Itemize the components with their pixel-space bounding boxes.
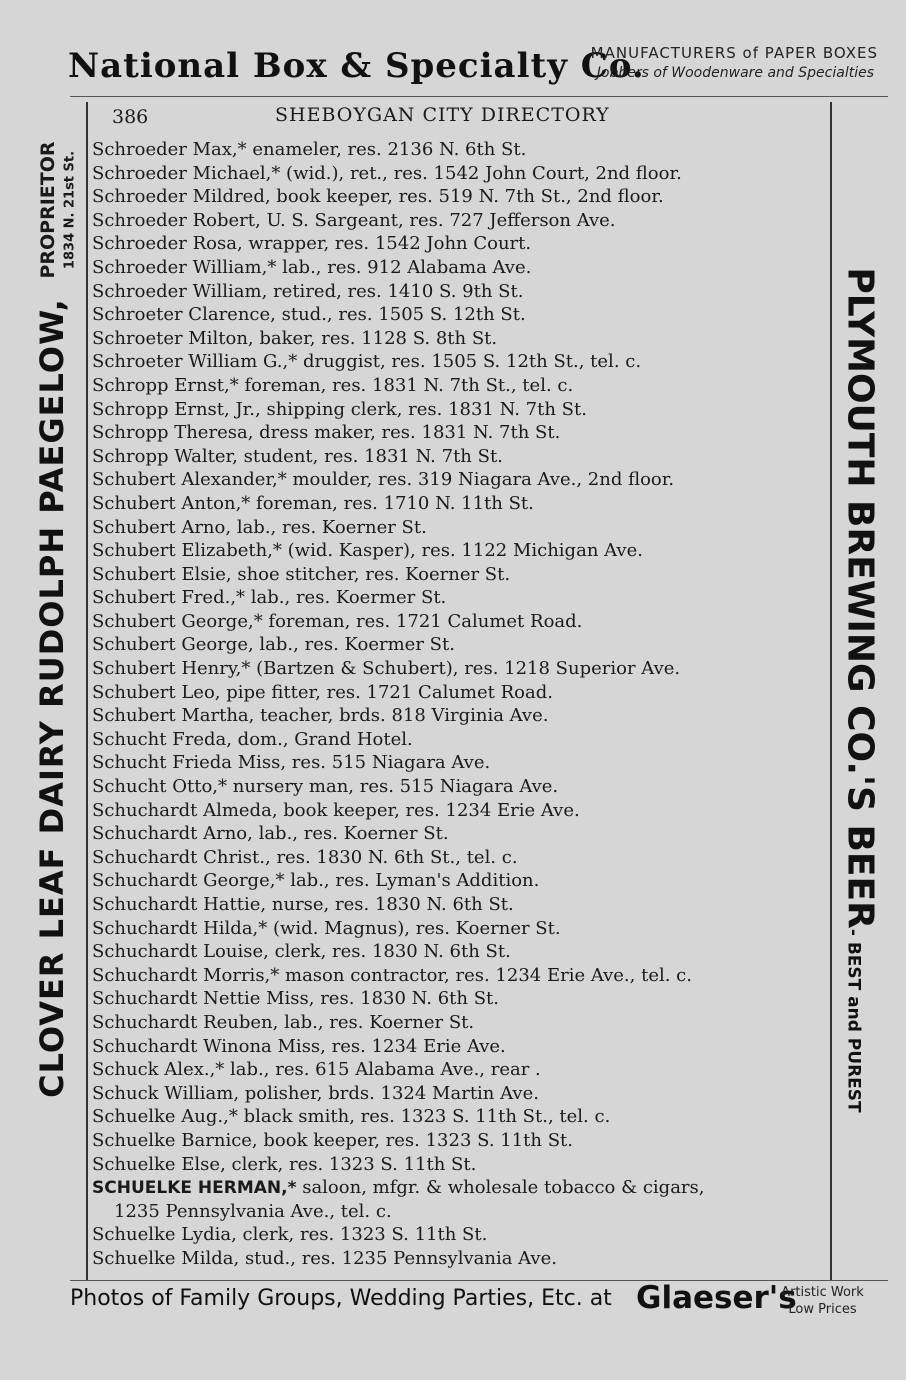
entry-details: (Bartzen & Schubert), res. 1218 Superior Ave. <box>250 658 681 680</box>
entry-details: black smith, res. 1323 S. 11th St., tel. c. <box>237 1106 611 1128</box>
listing-entry <box>92 775 830 799</box>
entry-name: Schuchardt George,* <box>92 870 285 892</box>
listing-entry <box>92 492 830 516</box>
listing-entry <box>92 539 830 563</box>
entry-details: Miss, res. 515 Niagara Ave. <box>231 752 491 774</box>
listing-entry <box>92 869 830 893</box>
entry-details: saloon, mfgr. & wholesale tobacco & cigars, <box>296 1177 705 1199</box>
entry-details: 1235 Pennsylvania Ave., tel. c. <box>114 1200 392 1222</box>
entry-name: Schubert George, <box>92 634 254 656</box>
entry-name: Schroeter Clarence, <box>92 304 276 326</box>
entry-details: lab., res. Lyman's Addition. <box>284 870 540 892</box>
entry-details: res. 1830 N. 6th St., tel. c. <box>270 846 518 868</box>
entry-details: foreman, res. 1721 Calumet Road. <box>262 610 583 632</box>
entry-details: enameler, res. 2136 N. 6th St. <box>246 139 527 160</box>
listing-entry <box>92 138 830 162</box>
listing-entry <box>92 516 830 540</box>
listing-entry <box>92 633 830 657</box>
entry-details: book keeper, res. 1234 Erie Ave. <box>277 799 580 821</box>
entry-details: lab., res. Koermer St. <box>253 634 455 656</box>
listing-entry <box>92 657 830 681</box>
listing-entry <box>92 1011 830 1035</box>
entry-details: lab., res. Koermer St. <box>245 587 447 609</box>
right-ad-text <box>840 267 881 1112</box>
listing-entry <box>92 1082 830 1106</box>
listing-entry <box>92 681 830 705</box>
entry-name: Schuchardt Nettie <box>92 988 261 1010</box>
ad-studio-name: Glaeser's <box>636 1280 797 1316</box>
listing-entry <box>92 728 830 752</box>
entry-details: Miss, res. 1234 Erie Ave. <box>271 1035 506 1057</box>
page-number: 386 <box>112 106 149 128</box>
listing-entry <box>92 610 830 634</box>
ad-tagline-manufacturers: MANUFACTURERS of PAPER BOXES <box>590 44 878 62</box>
listing-entry <box>92 846 830 870</box>
entry-details: Miss, res. 1830 N. 6th St. <box>260 988 499 1010</box>
entry-name: Schuelke Aug.,* <box>92 1106 238 1128</box>
entry-name: Schubert Elsie, <box>92 563 232 585</box>
entry-details: lab., res. 615 Alabama Ave., rear . <box>224 1059 541 1081</box>
entry-name: Schuck Alex.,* <box>92 1059 225 1081</box>
entry-name: Schropp Walter, <box>92 445 238 467</box>
ad-studio-tagline <box>765 1284 880 1318</box>
header-rule <box>70 96 888 97</box>
ad-company-name: National Box & Specialty Co. <box>68 46 645 86</box>
entry-details: book keeper, res. 519 N. 7th St., 2nd floor. <box>270 186 664 208</box>
ad-tag-prices: Low Prices <box>788 1302 857 1317</box>
listing-entry <box>92 303 830 327</box>
entry-details: foreman, res. 1710 N. 11th St. <box>250 492 534 514</box>
listing-entry <box>92 940 830 964</box>
entry-name: Schropp Ernst, Jr., <box>92 398 261 420</box>
entry-details: stud., res. 1505 S. 12th St. <box>275 304 526 326</box>
entry-name: Schubert Anton,* <box>92 492 251 514</box>
entry-details: stud., res. 1235 Pennsylvania Ave. <box>239 1247 557 1269</box>
listing-entry <box>92 822 830 846</box>
listing-entry <box>92 987 830 1011</box>
listing-entry <box>92 162 830 186</box>
entry-name: Schroeder Max,* <box>92 139 247 160</box>
entry-name: Schroeder Rosa, <box>92 233 243 255</box>
entry-name: Schubert Martha, <box>92 705 255 727</box>
entry-name: Schuelke Milda, <box>92 1247 240 1269</box>
listing-entry <box>92 468 830 492</box>
entry-details: baker, res. 1128 S. 8th St. <box>253 327 498 349</box>
entry-details: nurse, res. 1830 N. 6th St. <box>266 894 514 915</box>
entry-name: SCHUELKE HERMAN,* <box>92 1178 297 1199</box>
entry-name: Schuchardt Arno, <box>92 823 253 845</box>
right-ad-tagline: - BEST and PUREST <box>843 928 864 1113</box>
entry-details: (wid.), ret., res. 1542 John Court, 2nd floor. <box>280 162 682 184</box>
entry-name: Schucht Otto,* <box>92 776 228 798</box>
listing-entry-continuation <box>92 1200 830 1224</box>
entry-name: Schubert George,* <box>92 610 263 632</box>
listing-entry <box>92 586 830 610</box>
entry-details: pipe fitter, res. 1721 Calumet Road. <box>220 681 553 703</box>
entry-details: polisher, brds. 1324 Martin Ave. <box>239 1082 539 1104</box>
entry-details: foreman, res. 1831 N. 7th St., tel. c. <box>238 374 574 396</box>
entry-name: Schuelke Lydia, <box>92 1224 237 1246</box>
bottom-advertisement <box>70 1282 890 1332</box>
ad-photos-text: Photos of Family Groups, Wedding Parties, Etc. at <box>70 1286 612 1311</box>
entry-name: Schuchardt Louise, <box>92 941 269 963</box>
entry-details: druggist, res. 1505 S. 12th St., tel. c. <box>297 351 642 373</box>
listing-entry <box>92 704 830 728</box>
entry-name: Schroeder Robert, <box>92 209 261 231</box>
entry-details: retired, res. 1410 S. 9th St. <box>267 280 524 302</box>
listing-entry <box>92 563 830 587</box>
listing-entry <box>92 280 830 304</box>
left-ad-main-text: CLOVER LEAF DAIRY RUDOLPH PAEGELOW, <box>33 298 71 1098</box>
entry-name: Schubert Leo, <box>92 681 221 703</box>
listing-entry <box>92 1176 830 1200</box>
entry-name: Schucht Freda, <box>92 728 232 750</box>
entry-name: Schroeder William,* <box>92 256 277 278</box>
entry-details: wrapper, res. 1542 John Court. <box>242 233 532 255</box>
entry-name: Schuchardt Winona <box>92 1035 272 1057</box>
entry-details: U. S. Sargeant, res. 727 Jefferson Ave. <box>260 209 616 231</box>
entry-name: Schubert Alexander,* <box>92 469 287 491</box>
entry-name: Schuchardt Reuben, <box>92 1011 279 1033</box>
listing-entry <box>92 209 830 233</box>
listing-entry <box>92 350 830 374</box>
entry-name: Schropp Theresa, <box>92 422 254 444</box>
entry-name: Schroeter Milton, <box>92 327 254 349</box>
listing-entry <box>92 1035 830 1059</box>
left-ad-proprietor-block <box>36 110 60 310</box>
entry-details: mason contractor, res. 1234 Erie Ave., tel. c. <box>279 964 692 986</box>
top-advertisement <box>68 38 888 94</box>
ad-tag-artistic: Artistic Work <box>781 1285 864 1300</box>
entry-details: shoe stitcher, res. Koerner St. <box>231 563 511 585</box>
right-ad-main: PLYMOUTH BREWING CO.'S BEER <box>839 267 881 929</box>
page-title: SHEBOYGAN CITY DIRECTORY <box>275 104 610 126</box>
left-ad-address-block <box>60 110 80 310</box>
entry-details: student, res. 1831 N. 7th St. <box>237 445 503 467</box>
listing-entry <box>92 1105 830 1129</box>
entry-name: Schuchardt Christ., <box>92 846 271 868</box>
entry-name: Schuelke Barnice, <box>92 1129 258 1151</box>
entry-name: Schucht Frieda <box>92 752 232 774</box>
entry-details: clerk, res. 1323 S. 11th St. <box>225 1153 477 1175</box>
entry-name: Schubert Henry,* <box>92 658 251 680</box>
entry-details: lab., res. 912 Alabama Ave. <box>276 256 532 278</box>
listing-entry <box>92 327 830 351</box>
entry-details: (wid. Magnus), res. Koerner St. <box>267 917 561 939</box>
entry-name: Schuchardt Hilda,* <box>92 917 268 939</box>
listing-entry <box>92 1223 830 1247</box>
entry-details: (wid. Kasper), res. 1122 Michigan Ave. <box>281 540 643 562</box>
entry-name: Schroeder Mildred, <box>92 186 271 208</box>
directory-listing <box>92 138 830 1271</box>
entry-name: Schuchardt Morris,* <box>92 964 280 986</box>
entry-name: Schropp Ernst,* <box>92 374 239 396</box>
entry-details: lab., res. Koerner St. <box>252 823 449 845</box>
entry-name: Schroeder William, <box>92 280 268 302</box>
listing-entry <box>92 964 830 988</box>
listing-entry <box>92 421 830 445</box>
entry-details: lab., res. Koerner St. <box>278 1011 475 1033</box>
listing-entry <box>92 1129 830 1153</box>
right-margin-advertisement <box>832 100 888 1280</box>
entry-name: Schuck William, <box>92 1082 240 1104</box>
entry-name: Schubert Elizabeth,* <box>92 540 282 562</box>
entry-name: Schuchardt Almeda, <box>92 799 278 821</box>
entry-details: lab., res. Koerner St. <box>231 516 427 538</box>
listing-entry <box>92 799 830 823</box>
listing-entry <box>92 751 830 775</box>
listing-entry <box>92 1153 830 1177</box>
left-divider <box>86 102 88 1280</box>
entry-name: Schroeter William G.,* <box>92 351 298 373</box>
entry-details: clerk, res. 1323 S. 11th St. <box>236 1224 488 1246</box>
listing-entry <box>92 256 830 280</box>
entry-details: moulder, res. 319 Niagara Ave., 2nd floor. <box>286 469 675 491</box>
listing-entry <box>92 1247 830 1271</box>
entry-details: dress maker, res. 1831 N. 7th St. <box>253 422 561 444</box>
left-ad-proprietor: PROPRIETOR <box>37 141 59 279</box>
listing-entry <box>92 1058 830 1082</box>
entry-name: Schuelke Else, <box>92 1153 226 1175</box>
entry-name: Schubert Arno, <box>92 516 232 538</box>
entry-name: Schuchardt Hattie, <box>92 894 267 915</box>
listing-entry <box>92 893 830 917</box>
listing-entry <box>92 445 830 469</box>
listing-entry <box>92 185 830 209</box>
entry-name: Schubert Fred.,* <box>92 587 246 609</box>
listing-entry <box>92 232 830 256</box>
entry-details: clerk, res. 1830 N. 6th St. <box>268 941 511 963</box>
listing-entry <box>92 917 830 941</box>
left-ad-address: 1834 N. 21st St. <box>62 150 78 270</box>
listing-entry <box>92 374 830 398</box>
entry-details: nursery man, res. 515 Niagara Ave. <box>227 776 559 798</box>
entry-name: Schroeder Michael,* <box>92 162 281 184</box>
ad-tagline-jobbers: Jobbers of Woodenware and Specialties <box>596 65 874 81</box>
page-header <box>90 100 830 130</box>
entry-details: teacher, brds. 818 Virginia Ave. <box>254 705 549 727</box>
entry-details: book keeper, res. 1323 S. 11th St. <box>257 1129 573 1151</box>
entry-details: shipping clerk, res. 1831 N. 7th St. <box>260 398 587 420</box>
listing-entry <box>92 398 830 422</box>
entry-details: dom., Grand Hotel. <box>231 728 413 750</box>
